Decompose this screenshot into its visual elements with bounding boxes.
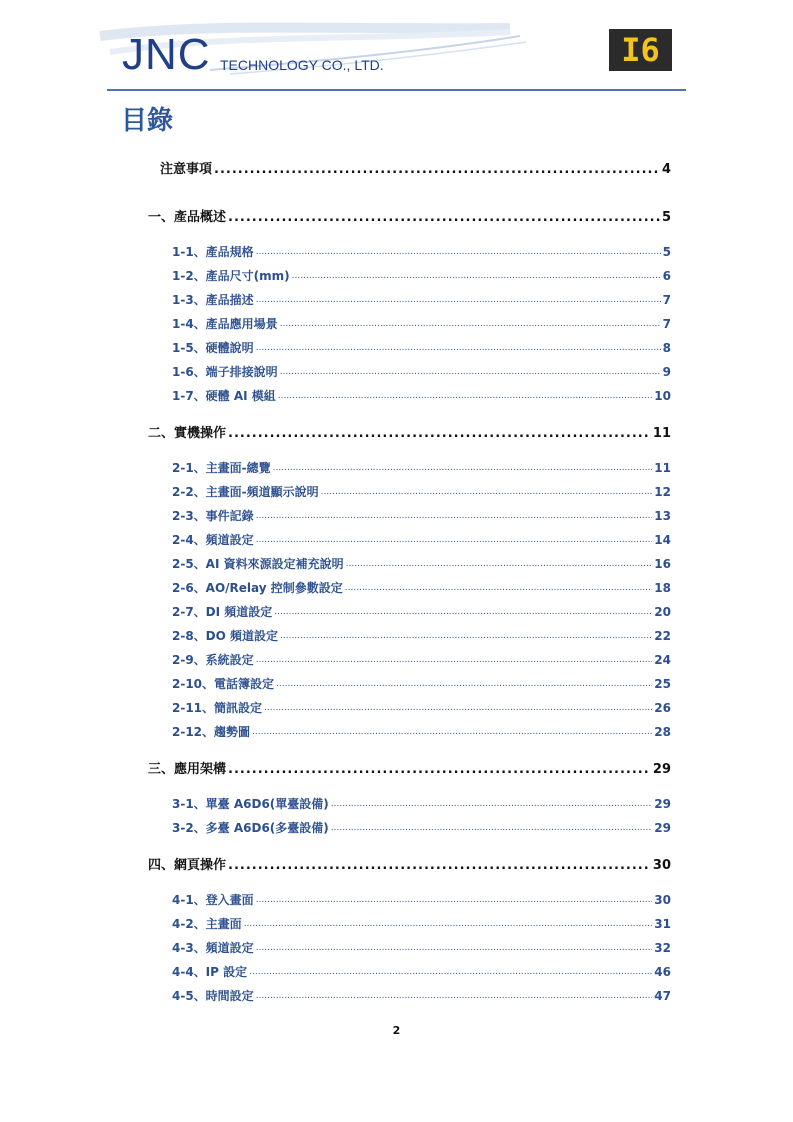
- toc-entry-4-1[interactable]: [172, 892, 671, 908]
- toc-entry-page: 25: [654, 677, 671, 691]
- page-number: 2: [392, 1024, 401, 1037]
- toc-entry-label: 2-3、事件記錄: [172, 509, 254, 523]
- toc-entry-label: 2-7、DI 頻道設定: [172, 605, 273, 619]
- toc-entry-page: 30: [654, 893, 671, 907]
- dot-leader: [244, 916, 653, 932]
- dot-leader: [292, 268, 661, 284]
- dot-leader: [256, 340, 661, 356]
- dot-leader: [278, 388, 653, 404]
- toc-entry-2-2[interactable]: [172, 484, 671, 500]
- toc-entry-1-7[interactable]: [172, 388, 671, 404]
- dot-leader: [280, 628, 652, 644]
- toc-entry-page: 29: [654, 821, 671, 835]
- toc-chapter-3[interactable]: [148, 761, 671, 779]
- company-name: TECHNOLOGY CO., LTD.: [220, 57, 384, 73]
- toc-entry-2-11[interactable]: [172, 700, 671, 716]
- company-logo: JNC: [122, 30, 211, 79]
- toc-entry-label: 2-9、系統設定: [172, 653, 254, 667]
- toc-entry-2-3[interactable]: [172, 508, 671, 524]
- toc-entry-2-1[interactable]: [172, 460, 671, 476]
- toc-entry-page: 8: [662, 341, 671, 355]
- toc-entry-4-4[interactable]: [172, 964, 671, 980]
- toc-entry-page: 14: [654, 533, 671, 547]
- toc-entry-2-5[interactable]: [172, 556, 671, 572]
- toc-entry-label: 二、實機操作: [148, 426, 227, 441]
- toc-entry-1-3[interactable]: [172, 292, 671, 308]
- dot-leader: [280, 316, 661, 332]
- toc-entry-page: 47: [654, 989, 671, 1003]
- header-rule: [107, 89, 686, 91]
- dot-leader: [228, 857, 651, 875]
- toc-entry-label: 1-3、產品描述: [172, 293, 254, 307]
- dot-leader: [256, 940, 653, 956]
- toc-entry-3-2[interactable]: [172, 820, 671, 836]
- toc-entry-page: 29: [652, 762, 671, 777]
- dot-leader: [256, 244, 661, 260]
- toc-entry-page: 31: [654, 917, 671, 931]
- toc-entry-page: 30: [652, 858, 671, 873]
- toc-entry-page: 10: [654, 389, 671, 403]
- toc-entry-label: 4-3、頻道設定: [172, 941, 254, 955]
- toc-entry-label: 4-5、時間設定: [172, 989, 254, 1003]
- toc-entry-2-8[interactable]: [172, 628, 671, 644]
- toc-entry-label: 4-1、登入畫面: [172, 893, 254, 907]
- dot-leader: [249, 964, 652, 980]
- toc-entry-page: 9: [662, 365, 671, 379]
- toc-entry-page: 22: [654, 629, 671, 643]
- dot-leader: [256, 892, 653, 908]
- toc-entry-page: 7: [662, 317, 671, 331]
- toc-entry-label: 2-6、AO/Relay 控制參數設定: [172, 581, 343, 595]
- dot-leader: [321, 484, 653, 500]
- toc-entry-label: 2-11、簡訊設定: [172, 701, 263, 715]
- toc-entry-4-2[interactable]: [172, 916, 671, 932]
- toc-entry-label: 2-8、DO 頻道設定: [172, 629, 279, 643]
- toc-entry-page: 24: [654, 653, 671, 667]
- toc-entry-page: 46: [654, 965, 671, 979]
- toc-entry-1-5[interactable]: [172, 340, 671, 356]
- toc-entry-page: 28: [654, 725, 671, 739]
- toc-entry-label: 2-12、趨勢圖: [172, 725, 251, 739]
- dot-leader: [273, 460, 653, 476]
- toc-entry-page: 5: [661, 210, 671, 225]
- toc-entry-label: 1-6、端子排接說明: [172, 365, 278, 379]
- toc-entry-label: 1-2、產品尺寸(mm): [172, 269, 290, 283]
- toc-entry-page: 7: [662, 293, 671, 307]
- toc-entry-label: 1-1、產品規格: [172, 245, 254, 259]
- toc-entry-1-2[interactable]: [172, 268, 671, 284]
- toc-entry-label: 2-2、主畫面-頻道顯示說明: [172, 485, 319, 499]
- toc-entry-label: 四、網頁操作: [148, 858, 227, 873]
- toc-entry-label: 注意事項: [160, 162, 213, 177]
- toc-entry-page: 6: [662, 269, 671, 283]
- toc-entry-4-3[interactable]: [172, 940, 671, 956]
- toc-entry-3-1[interactable]: [172, 796, 671, 812]
- dot-leader: [346, 556, 653, 572]
- dot-leader: [280, 364, 661, 380]
- toc-entry-2-12[interactable]: [172, 724, 671, 740]
- dot-leader: [276, 676, 652, 692]
- toc-entry-page: 5: [662, 245, 671, 259]
- toc-entry-label: 1-7、硬體 AI 模組: [172, 389, 276, 403]
- dot-leader: [256, 508, 653, 524]
- toc-entry-label: 2-4、頻道設定: [172, 533, 254, 547]
- toc-entry-4-5[interactable]: [172, 988, 671, 1004]
- dot-leader: [214, 161, 660, 179]
- toc-entry-label: 三、應用架構: [148, 762, 227, 777]
- product-badge: I6: [609, 29, 672, 71]
- toc-entry-label: 1-5、硬體說明: [172, 341, 254, 355]
- dot-leader: [274, 604, 652, 620]
- toc-entry-1-4[interactable]: [172, 316, 671, 332]
- toc-entry-label: 1-4、產品應用場景: [172, 317, 278, 331]
- toc-entry-page: 26: [654, 701, 671, 715]
- page-title: 目錄: [121, 106, 174, 136]
- toc-chapter-1[interactable]: [148, 209, 671, 227]
- dot-leader: [252, 724, 652, 740]
- toc-entry-page: 12: [654, 485, 671, 499]
- toc-chapter-4[interactable]: [148, 857, 671, 875]
- toc-entry-label: 4-2、主畫面: [172, 917, 242, 931]
- toc-entry-page: 18: [654, 581, 671, 595]
- dot-leader: [228, 761, 651, 779]
- toc-entry-1-6[interactable]: [172, 364, 671, 380]
- dot-leader: [256, 652, 653, 668]
- toc-entry-page: 32: [654, 941, 671, 955]
- toc-entry-label: 4-4、IP 設定: [172, 965, 248, 979]
- toc-entry-notice[interactable]: [160, 161, 671, 179]
- toc-entry-page: 20: [654, 605, 671, 619]
- page-header: [0, 0, 793, 95]
- dot-leader: [228, 209, 660, 227]
- toc-entry-2-6[interactable]: [172, 580, 671, 596]
- toc-entry-2-7[interactable]: [172, 604, 671, 620]
- toc-entry-page: 11: [652, 426, 671, 441]
- toc-entry-page: 16: [654, 557, 671, 571]
- toc-entry-label: 3-2、多臺 A6D6(多臺設備): [172, 821, 329, 835]
- dot-leader: [256, 292, 661, 308]
- dot-leader: [256, 988, 653, 1004]
- toc-entry-2-4[interactable]: [172, 532, 671, 548]
- toc-chapter-2[interactable]: [148, 425, 671, 443]
- toc-entry-1-1[interactable]: [172, 244, 671, 260]
- toc-entry-page: 11: [654, 461, 671, 475]
- toc-entry-label: 一、產品概述: [148, 210, 227, 225]
- toc-entry-2-9[interactable]: [172, 652, 671, 668]
- toc-entry-page: 29: [654, 797, 671, 811]
- toc-entry-page: 4: [661, 162, 671, 177]
- toc-entry-label: 2-10、電話簿設定: [172, 677, 275, 691]
- dot-leader: [331, 796, 653, 812]
- toc-entry-page: 13: [654, 509, 671, 523]
- dot-leader: [331, 820, 653, 836]
- toc-entry-label: 3-1、單臺 A6D6(單臺設備): [172, 797, 329, 811]
- dot-leader: [228, 425, 651, 443]
- dot-leader: [345, 580, 653, 596]
- toc-entry-label: 2-1、主畫面-總覽: [172, 461, 271, 475]
- toc-entry-2-10[interactable]: [172, 676, 671, 692]
- dot-leader: [256, 532, 653, 548]
- dot-leader: [264, 700, 652, 716]
- toc-entry-label: 2-5、AI 資料來源設定補充說明: [172, 557, 344, 571]
